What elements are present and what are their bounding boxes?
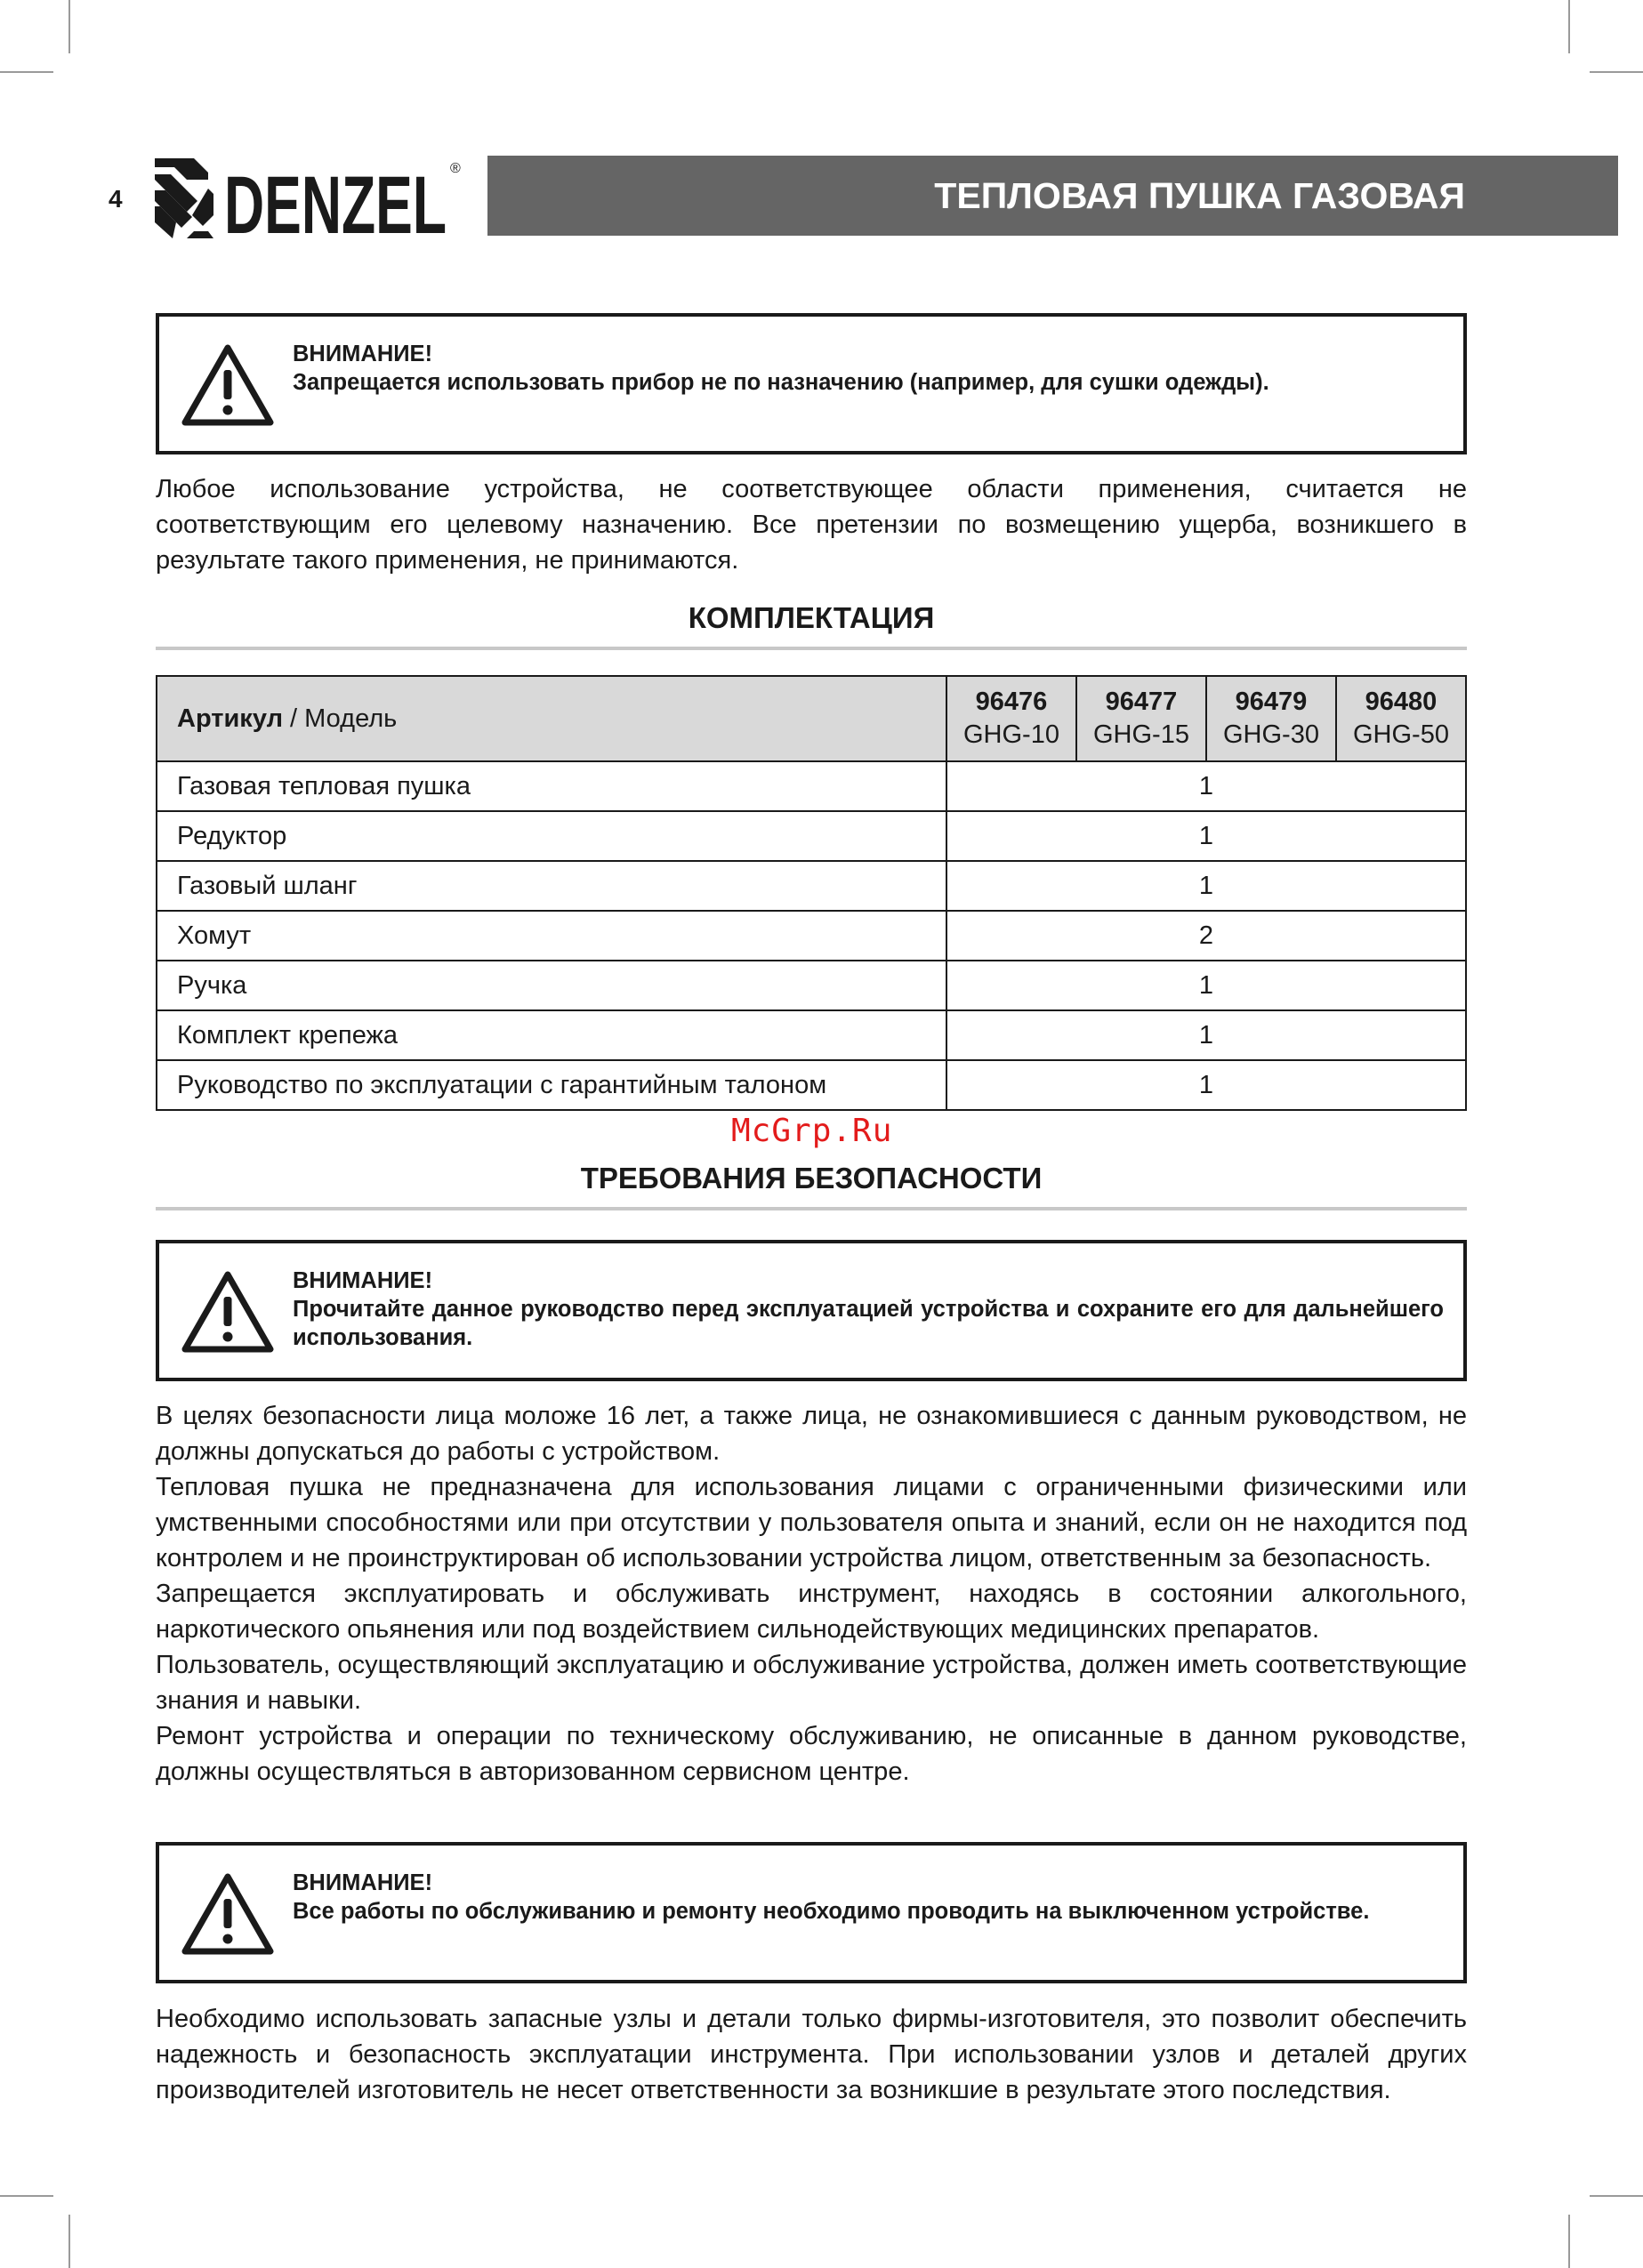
safety-paragraph: Пользователь, осуществляющий эксплуатацию и обслуживание устройства, должен иметь соответствующие знания и навыки. xyxy=(156,1651,1467,1715)
warning-box xyxy=(156,313,1467,454)
header-title: ТЕПЛОВАЯ ПУШКА ГАЗОВАЯ xyxy=(934,174,1465,216)
watermark: McGrp.Ru xyxy=(731,1113,893,1149)
safety-paragraph: Тепловая пушка не предназначена для использования лицами с ограниченными физическими или умственными способностями или при отсутствии у пользователя опыта и знаний, если он не находится под контролем и не проинструктирован об использовании устройства лицом, ответственным за безопасность. xyxy=(156,1473,1467,1572)
crop-mark xyxy=(1590,71,1643,73)
warning-text: Все работы по обслуживанию и ремонту необходимо проводить на выключенном устройстве. xyxy=(293,1899,1370,1924)
table-cell-item: Газовая тепловая пушка xyxy=(157,761,946,811)
crop-mark xyxy=(1590,2195,1643,2197)
section-divider xyxy=(156,647,1467,650)
warning-text: Запрещается использовать прибор не по назначению (например, для сушки одежды). xyxy=(293,370,1269,395)
table-header-row xyxy=(157,676,1466,761)
warning-box xyxy=(156,1842,1467,1983)
table-cell-item: Комплект крепежа xyxy=(157,1010,946,1060)
table-cell-qty: 1 xyxy=(946,861,1466,911)
crop-mark xyxy=(68,0,70,53)
table-row xyxy=(157,1010,1466,1060)
model-column-header: 96476 GHG-10 xyxy=(946,676,1076,761)
model-column-header: 96477 GHG-15 xyxy=(1076,676,1206,761)
crop-mark xyxy=(68,2215,70,2268)
safety-paragraph: Ремонт устройства и операции по техническому обслуживанию, не описанные в данном руководстве, должны осуществляться в авторизованном сервисном центре. xyxy=(156,1722,1467,1786)
final-paragraph: Необходимо использовать запасные узлы и детали только фирмы-изготовителя, это позволит обеспечить надежность и безопасность эксплуатации инструмента. При использовании узлов и деталей других производителей изготовитель не несет ответственности за возникшие в результате этого последствия. xyxy=(156,2005,1467,2104)
warning-triangle-icon xyxy=(181,1872,275,1956)
table-cell-qty: 2 xyxy=(946,911,1466,961)
table-cell-qty: 1 xyxy=(946,961,1466,1010)
table-cell-qty: 1 xyxy=(946,811,1466,861)
model-column-header: 96479 GHG-30 xyxy=(1206,676,1336,761)
warning-label: ВНИМАНИЕ! xyxy=(293,1870,433,1895)
section-divider xyxy=(156,1207,1467,1210)
equipment-table xyxy=(156,675,1467,1111)
safety-paragraphs xyxy=(156,1398,1467,1789)
crop-mark xyxy=(0,2195,53,2197)
warning-triangle-icon xyxy=(181,1270,275,1354)
crop-mark xyxy=(1568,2215,1570,2268)
crop-mark xyxy=(0,71,53,73)
table-header-label: Артикул / Модель xyxy=(157,676,946,761)
table-cell-item: Хомут xyxy=(157,911,946,961)
warning-label: ВНИМАНИЕ! xyxy=(293,342,433,366)
section-title-equipment: КОМПЛЕКТАЦИЯ xyxy=(688,601,935,634)
warning-triangle-icon xyxy=(181,343,275,427)
intro-paragraph: Любое использование устройства, не соответствующее области применения, считается не соответствующим его целевому назначению. Все претензии по возмещению ущерба, возникшего в результате такого применения, не принимаются. xyxy=(156,475,1467,575)
registered-mark: ® xyxy=(450,161,461,176)
logo-wordmark: DENZEL xyxy=(224,160,447,245)
table-cell-qty: 1 xyxy=(946,761,1466,811)
crop-mark xyxy=(1568,0,1570,53)
table-row xyxy=(157,811,1466,861)
table-row xyxy=(157,911,1466,961)
header-title-band xyxy=(487,156,1618,236)
warning-label: ВНИМАНИЕ! xyxy=(293,1268,433,1293)
page-number: 4 xyxy=(109,185,123,213)
table-cell-item: Газовый шланг xyxy=(157,861,946,911)
section-title-safety: ТРЕБОВАНИЯ БЕЗОПАСНОСТИ xyxy=(580,1162,1043,1194)
safety-paragraph: В целях безопасности лица моложе 16 лет, а также лица, не ознакомившиеся с данным руководством, не должны допускаться до работы с устройством. xyxy=(156,1402,1467,1466)
table-row xyxy=(157,861,1466,911)
model-column-header: 96480 GHG-50 xyxy=(1336,676,1466,761)
table-cell-qty: 1 xyxy=(946,1060,1466,1110)
denzel-logo xyxy=(153,151,464,245)
table-cell-item: Редуктор xyxy=(157,811,946,861)
table-cell-item: Руководство по эксплуатации с гарантийным талоном xyxy=(157,1060,946,1110)
table-cell-qty: 1 xyxy=(946,1010,1466,1060)
warning-box xyxy=(156,1240,1467,1381)
table-cell-item: Ручка xyxy=(157,961,946,1010)
warning-text: Прочитайте данное руководство перед эксплуатацией устройства и сохраните его для дальнейшего использования. xyxy=(293,1297,1444,1350)
table-row xyxy=(157,961,1466,1010)
table-row xyxy=(157,761,1466,811)
denzel-emblem-icon xyxy=(155,158,213,238)
safety-paragraph: Запрещается эксплуатировать и обслуживать инструмент, находясь в состоянии алкогольного, наркотического опьянения или под воздействием сильнодействующих медицинских препаратов. xyxy=(156,1580,1467,1644)
table-row xyxy=(157,1060,1466,1110)
